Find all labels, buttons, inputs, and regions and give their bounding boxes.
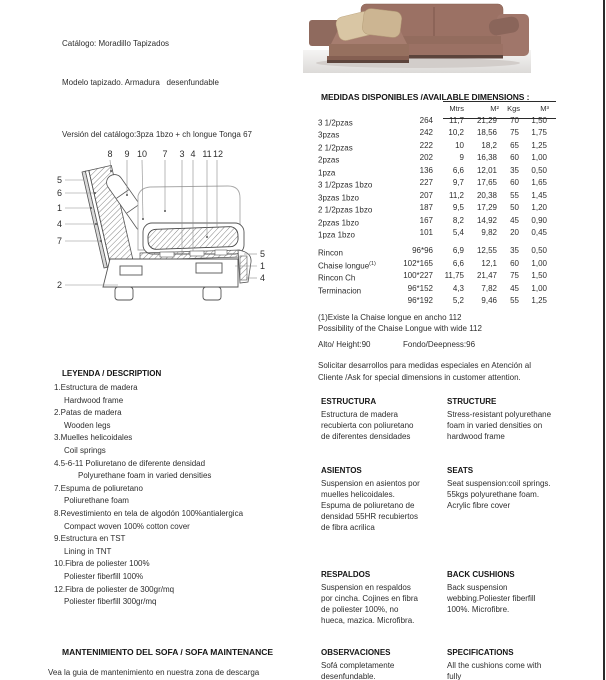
spec-es-title: ASIENTOS [321, 466, 362, 475]
cell-size: 96*192 [407, 296, 433, 306]
cell-kgs: 60 [510, 153, 519, 163]
cell-mtrs: 9,5 [452, 203, 464, 213]
spec-es [321, 570, 423, 626]
spec-en-body: Back suspension webbing.Poliester fiberfill 100%. Microfibre. [447, 583, 536, 614]
maintenance-title: MANTENIMIENTO DEL SOFA / SOFA MAINTENANCE [62, 647, 274, 657]
cell-size: 101 [419, 227, 433, 237]
cell-kgs: 75 [510, 271, 519, 281]
special-note-line1: Solicitar desarrollos para medidas especiales en Atención al [318, 361, 532, 370]
cell-size: 96*152 [407, 283, 433, 293]
chaise-note-en: Possibility of the Chaise Longue with wide 112 [318, 324, 482, 333]
spec-en-title: BACK CUSHIONS [447, 570, 515, 579]
cell-m3: 1,25 [531, 140, 547, 150]
cell-m2: 16,38 [476, 153, 497, 163]
cell-kgs: 20 [510, 227, 519, 237]
cell-m3: 0,50 [531, 246, 547, 256]
cell-m2: 14,92 [476, 215, 497, 225]
dimensions-title: MEDIDAS DISPONIBLES /AVAILABLE DIMENSIONS : [321, 92, 530, 102]
cell-mtrs: 9 [459, 153, 464, 163]
cell-m3: 1,65 [531, 178, 547, 188]
page-right-border [603, 0, 605, 680]
spec-es-body: Suspension en respaldos por cincha. Cojines en fibra de poliester 100%, no hueca, mazica. Microfibra. [321, 583, 418, 625]
cell-kgs: 35 [510, 246, 519, 256]
cell-kgs: 50 [510, 203, 519, 213]
cell-m3: 1,00 [531, 283, 547, 293]
cell-m3: 1,50 [531, 116, 547, 125]
cell-mtrs: 5,2 [452, 296, 464, 306]
legend-en: Polyurethane foam in varied densities [78, 471, 212, 481]
cell-m2: 18,56 [476, 128, 497, 138]
cell-name: Chaise longue$^{(1)}$ [318, 260, 376, 271]
cell-size: 136 [419, 165, 433, 175]
cell-mtrs: 11,7 [449, 116, 464, 125]
cell-size: 100*227 [403, 271, 433, 281]
cell-m3: 0,90 [531, 215, 547, 225]
cell-kgs: 60 [510, 178, 519, 188]
footnote-sup: (1) [369, 260, 376, 267]
cell-kgs: 55 [510, 190, 519, 200]
col-header-m3: M³ [540, 104, 549, 113]
legend-es: 9.Estructura en TST [54, 534, 126, 544]
cell-m2: 7,82 [481, 283, 497, 293]
cell-mtrs: 6,9 [452, 246, 464, 256]
spec-en [447, 466, 557, 511]
legend-es: 1.Estructura de madera [54, 383, 138, 392]
cell-size: 167 [419, 215, 433, 225]
cell-m3: 1,00 [531, 258, 547, 268]
height-note: Alto/ Height:90 [318, 340, 371, 349]
spec-en-title: SEATS [447, 466, 474, 475]
cell-name: 3pzas [318, 131, 340, 141]
cell-size: 227 [419, 178, 433, 188]
cell-mtrs: 6,6 [452, 258, 464, 268]
cell-size: 264 [419, 116, 433, 125]
col-header-m2: M² [490, 104, 499, 113]
cell-name: 2pzas [318, 155, 340, 165]
cell-size: 187 [419, 203, 433, 213]
cell-m2: 18,2 [481, 140, 497, 150]
cell-mtrs: 4,3 [452, 283, 464, 293]
cell-name: 1pza [318, 168, 336, 178]
cell-m3: 1,45 [531, 190, 547, 200]
cell-name: 3 1/2pzas [318, 118, 353, 128]
legend-en: Poliester fiberfill 100% [64, 571, 144, 581]
special-note-line2: Cliente /Ask for special dimensions in customer attention. [318, 372, 521, 382]
callout-9: 9 [124, 149, 130, 159]
cell-mtrs: 11,75 [444, 271, 464, 281]
cell-m2: 12,1 [481, 258, 497, 268]
cell-size: 222 [419, 140, 433, 150]
callout-5-right: 5 [260, 249, 266, 259]
cell-m2: 9,46 [481, 296, 497, 306]
spec-en [447, 397, 557, 442]
model-line: Modelo tapizado. Armadura desenfundable [62, 78, 219, 87]
callout-3: 3 [179, 149, 185, 159]
col-header-mtrs: Mtrs [449, 104, 464, 113]
spec-en-body: Seat suspension:coil springs. 55kgs polyurethane foam. Acrylic fibre cover [447, 479, 551, 510]
maintenance-body: Vea la guia de mantenimiento en nuestra zona de descarga [48, 668, 260, 677]
cell-mtrs: 9,7 [452, 178, 464, 188]
cell-size: 96*96 [412, 246, 433, 256]
catalog-line: Catálogo: Moradillo Tapizados [62, 39, 170, 48]
col-header-kgs: Kgs [507, 104, 520, 113]
callout-1-left: 1 [56, 203, 62, 213]
spec-en-body: All the cushions come with fully [447, 661, 542, 680]
cell-m2: 9,82 [481, 227, 497, 237]
cell-name: 2pzas 1bzo [318, 218, 359, 228]
cell-name: Rincon [318, 249, 343, 259]
cell-m2: 12,01 [476, 165, 497, 175]
legend-es: 3.Muelles helicoidales [54, 433, 133, 443]
callout-11: 11 [202, 149, 212, 159]
spec-es-body: Sofá completamente desenfundable. [321, 661, 395, 680]
legend-es: 4.5-6-11 Poliuretano de diferente densidad [54, 458, 206, 468]
callout-4-left: 4 [56, 219, 62, 229]
cell-m2: 17,29 [476, 203, 497, 213]
legend-es: 8.Revestimiento en tela de algodón 100%antialergica [54, 508, 244, 518]
cell-m3: 1,50 [531, 271, 547, 281]
cell-mtrs: 11,2 [449, 190, 464, 200]
spec-en [447, 648, 557, 680]
legend-es: 12.Fibra de poliester de 300gr/mq [54, 584, 175, 594]
chaise-note-es: (1)Existe la Chaise longue en ancho 112 [318, 313, 462, 322]
cell-kgs: 75 [510, 128, 519, 138]
cell-size: 242 [419, 128, 433, 138]
cell-m3: 1,25 [531, 296, 547, 306]
callout-12: 12 [212, 149, 224, 159]
spec-es [321, 466, 423, 533]
cell-name: Terminacion [318, 286, 362, 296]
spec-es-body: Suspension en asientos por muelles helicoidales. Espuma de poliuretano de densidad 55HR recubiertos de fibra acrilica [321, 479, 420, 532]
legend-en: Lining in TNT [64, 546, 112, 556]
cell-kgs: 35 [510, 165, 519, 175]
cell-name: 3pzas 1bzo [318, 193, 359, 203]
callout-5-left: 5 [56, 175, 62, 185]
cell-mtrs: 5,4 [452, 227, 464, 237]
cell-mtrs: 10,2 [448, 128, 464, 138]
spec-en [447, 570, 557, 615]
cell-mtrs: 8,2 [452, 215, 464, 225]
cell-m3: 1,00 [531, 153, 547, 163]
callout-7-top: 7 [162, 149, 168, 159]
callout-4-right: 4 [260, 273, 266, 283]
callout-10: 10 [136, 149, 148, 159]
cell-size: 207 [419, 190, 433, 200]
callout-6: 6 [56, 188, 62, 198]
callout-7-left: 7 [56, 236, 62, 246]
cell-m2: 12,55 [476, 246, 497, 256]
spec-es-title: RESPALDOS [321, 570, 371, 579]
legend-en: Poliurethane foam [64, 496, 129, 506]
cell-name: Rincon Ch [318, 273, 356, 283]
spec-es-title: OBSERVACIONES [321, 648, 391, 657]
callout-4-top: 4 [190, 149, 196, 159]
cell-kgs: 55 [510, 296, 519, 306]
cell-kgs: 70 [510, 116, 519, 125]
spec-en-title: STRUCTURE [447, 397, 497, 406]
version-line: Versión del catálogo:3pza 1bzo + ch longue Tonga 67 [62, 130, 252, 139]
legend-en: Poliester fiberfill 300gr/mq [64, 597, 157, 607]
cell-m3: 0,50 [531, 165, 547, 175]
cell-m2: 21,29 [476, 116, 497, 125]
cell-m2: 21,47 [476, 271, 497, 281]
legend-en: Hardwood frame [64, 395, 124, 405]
cell-m3: 1,20 [531, 203, 547, 213]
cell-name: 1pza 1bzo [318, 230, 355, 240]
cell-size: 102*165 [403, 258, 433, 268]
depth-note: Fondo/Deepness:96 [403, 340, 476, 349]
spec-en-title: SPECIFICATIONS [447, 648, 514, 657]
cell-m3: 0,45 [531, 227, 547, 237]
cell-kgs: 45 [510, 215, 519, 225]
cell-m3: 1,75 [531, 128, 547, 138]
cell-kgs: 65 [510, 140, 519, 150]
spec-es [321, 648, 423, 680]
cell-name: 3 1/2pzas 1bzo [318, 180, 373, 190]
spec-es [321, 397, 423, 442]
cell-m2: 20,38 [476, 190, 497, 200]
legend-es: 10.Fibra de poliester 100% [54, 559, 150, 569]
legend-en: Compact woven 100% cotton cover [64, 521, 190, 531]
spec-en-body: Stress-resistant polyurethane foam in varied densities on hardwood frame [447, 410, 552, 441]
callout-2: 2 [56, 280, 62, 290]
cell-kgs: 45 [510, 283, 519, 293]
legend-en: Wooden legs [64, 420, 111, 430]
cell-kgs: 60 [510, 258, 519, 268]
cell-mtrs: 10 [455, 140, 464, 150]
callout-8: 8 [107, 149, 113, 159]
cell-name: 2 1/2pzas [318, 143, 353, 153]
spec-es-body: Estructura de madera recubierta con poliuretano de diferentes densidades [321, 410, 414, 441]
spec-es-title: ESTRUCTURA [321, 397, 377, 406]
legend-es: 2.Patas de madera [54, 408, 122, 418]
cell-size: 202 [419, 153, 433, 163]
legend-title: LEYENDA / DESCRIPTION [62, 369, 162, 378]
callout-1-right: 1 [260, 261, 266, 271]
cell-name: 2 1/2pzas 1bzo [318, 205, 373, 215]
legend-en: Coil springs [64, 445, 106, 455]
cell-m2: 17,65 [476, 178, 497, 188]
cell-mtrs: 6,6 [452, 165, 464, 175]
legend-es: 7.Espuma de poliuretano [54, 483, 143, 493]
